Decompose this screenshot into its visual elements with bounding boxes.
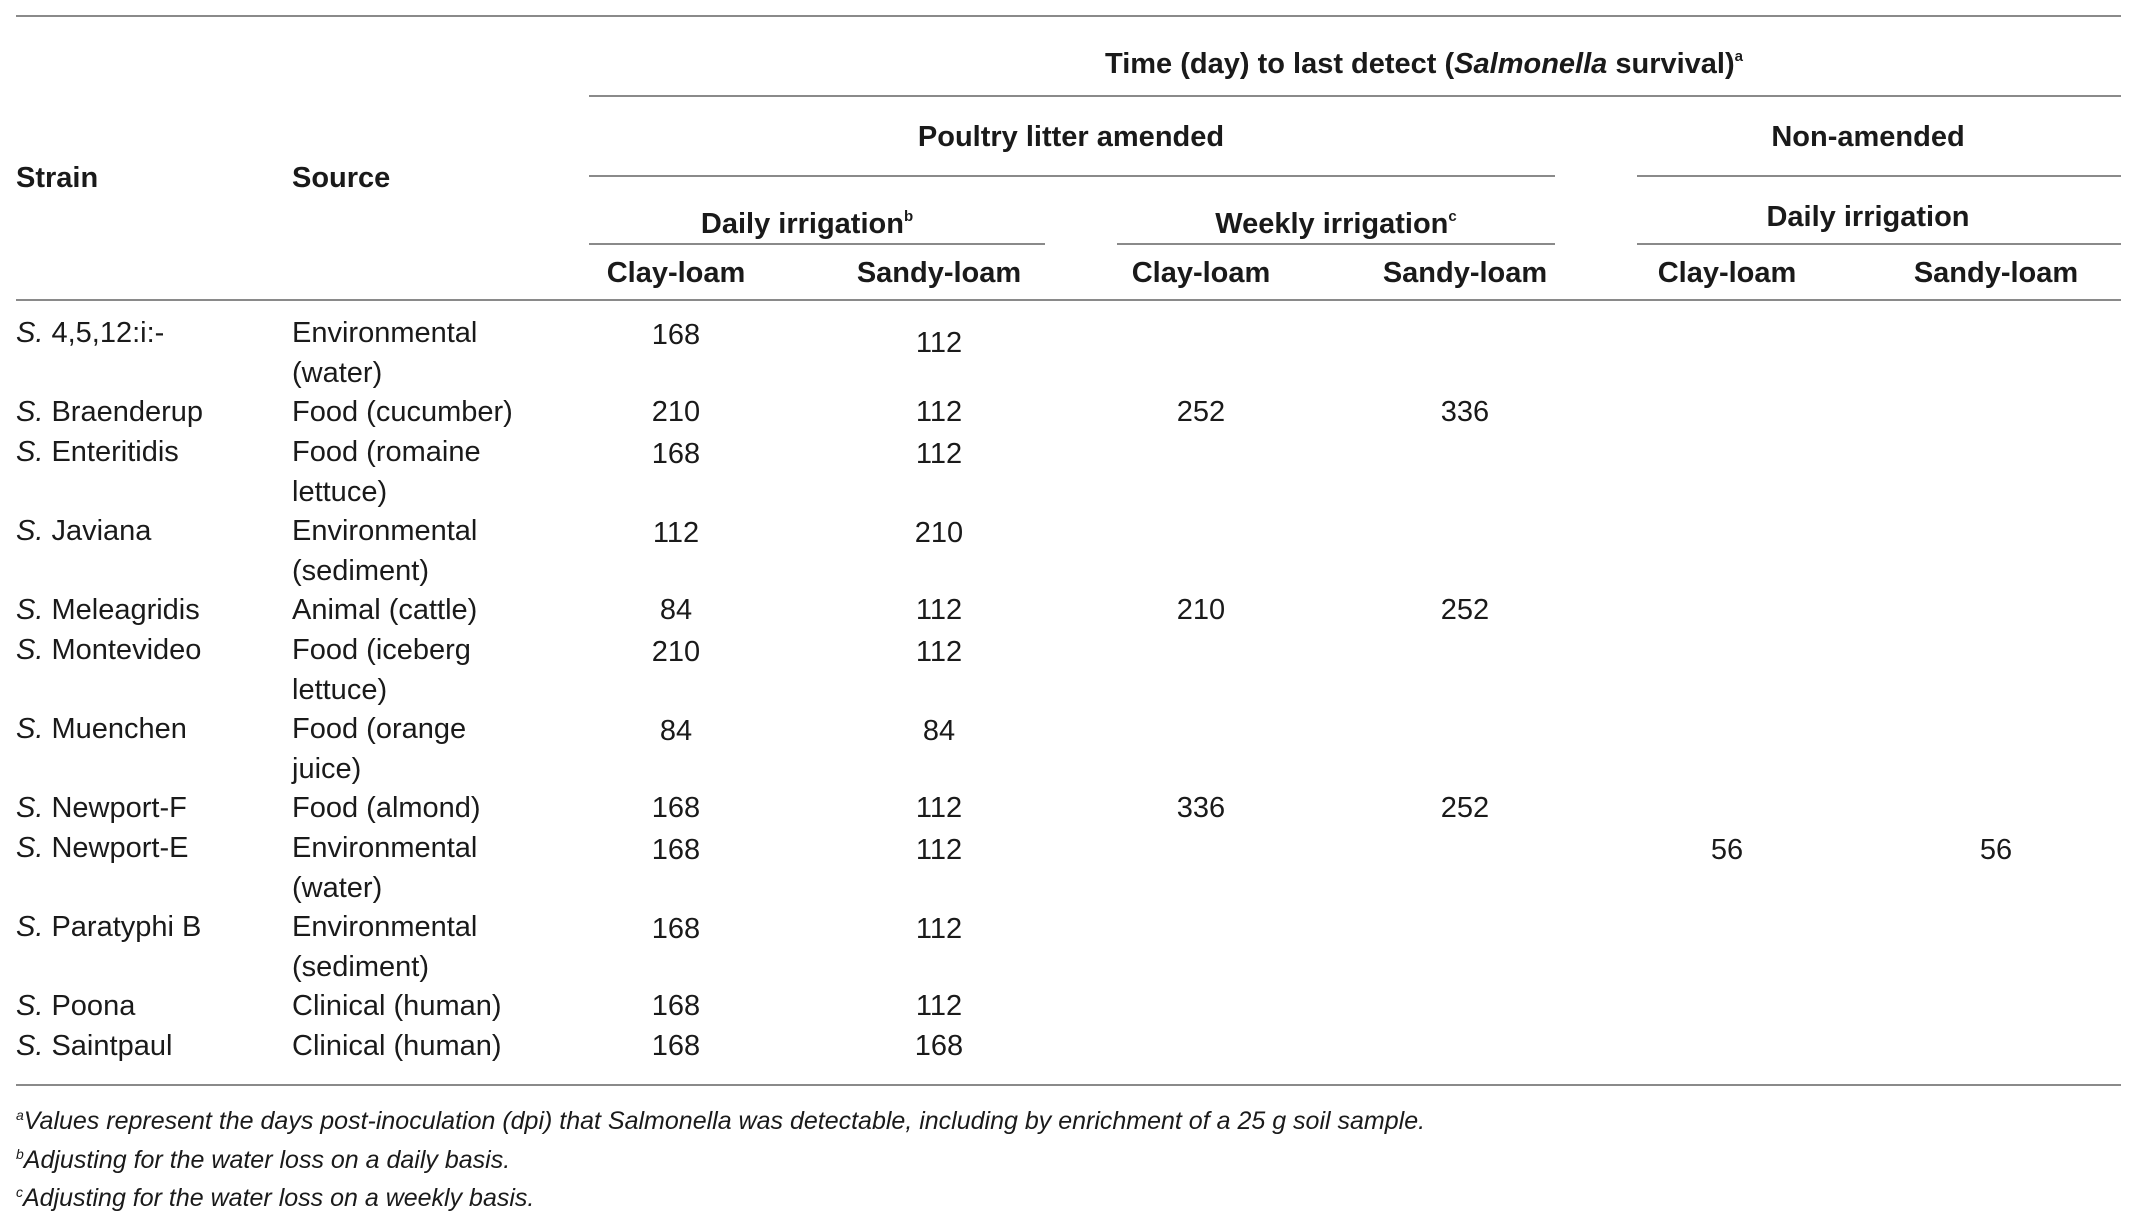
strain-cell (16, 392, 203, 432)
value-cell-c1: 168 (651, 834, 701, 866)
value-cell-c2: 112 (915, 990, 963, 1022)
amended-group-header: Poultry litter amended (917, 121, 1225, 153)
header-bottom-rule (16, 299, 2121, 301)
value-cell-c1: 210 (651, 396, 701, 428)
source-cell-line1: Food (romaine (292, 436, 481, 468)
strain-name: Muenchen (43, 713, 187, 745)
strain-genus-abbrev: S. (16, 1030, 44, 1062)
daily-irrigation-header (701, 197, 913, 244)
value-cell-c4: 252 (1440, 594, 1490, 626)
strain-genus-abbrev: S. (16, 832, 44, 864)
footnote-a-text: Values represent the days post-inoculation (dpi) that Salmonella was detectable, including by enrichment of a 25 g soil sample. (23, 1107, 1426, 1135)
weekly-irrigation-footnote-mark: c (1448, 208, 1457, 225)
strain-cell (16, 788, 187, 828)
strain-genus-abbrev: S. (16, 911, 44, 943)
strain-genus-abbrev: S. (16, 436, 44, 468)
footnote-c-text: Adjusting for the water loss on a weekly basis. (23, 1184, 535, 1212)
strain-name: Braenderup (43, 396, 204, 428)
strain-cell (16, 986, 135, 1026)
table-bottom-rule (16, 1084, 2121, 1086)
source-cell-line2: juice) (292, 753, 362, 785)
value-cell-c2: 112 (915, 834, 963, 866)
value-cell-c2: 168 (914, 1030, 964, 1062)
strain-genus-abbrev: S. (16, 792, 44, 824)
strain-name: Paratyphi B (43, 911, 202, 943)
source-cell-line2: (water) (292, 357, 383, 389)
source-cell-line2: (water) (292, 872, 383, 904)
super-header-footnote-mark: a (1734, 48, 1743, 65)
non-amended-group-rule (1637, 175, 2121, 177)
source-cell-line1: Environmental (292, 911, 478, 943)
strain-name: Newport-E (43, 832, 189, 864)
super-header-suffix: survival) (1607, 48, 1735, 80)
value-cell-c2: 112 (915, 792, 963, 824)
value-cell-c2: 84 (922, 715, 956, 747)
col-header-c4: Sandy-loam (1382, 257, 1548, 289)
value-cell-c3: 252 (1176, 396, 1226, 428)
non-amended-daily-header: Daily irrigation (1766, 201, 1970, 233)
source-cell-line1: Food (cucumber) (292, 396, 513, 428)
col-header-c1: Clay-loam (606, 257, 746, 289)
super-header-prefix: Time (day) to last detect ( (1105, 48, 1455, 80)
value-cell-c6: 56 (1979, 834, 2013, 866)
source-cell-line1: Clinical (human) (292, 990, 502, 1022)
strain-cell (16, 313, 164, 353)
value-cell-c1: 168 (651, 792, 701, 824)
value-cell-c4: 336 (1440, 396, 1490, 428)
super-header (1105, 37, 1743, 84)
footnote-b (16, 1137, 510, 1177)
value-cell-c3: 210 (1176, 594, 1226, 626)
value-cell-c1: 168 (651, 1030, 701, 1062)
value-cell-c3: 336 (1176, 792, 1226, 824)
strain-name: Saintpaul (43, 1030, 173, 1062)
footnote-a-mark: a (16, 1107, 24, 1123)
strain-genus-abbrev: S. (16, 634, 44, 666)
value-cell-c1: 168 (651, 319, 701, 351)
strain-name: Enteritidis (43, 436, 179, 468)
value-cell-c1: 84 (659, 715, 693, 747)
col-header-c6: Sandy-loam (1913, 257, 2079, 289)
col-header-c3: Clay-loam (1131, 257, 1271, 289)
value-cell-c2: 112 (915, 327, 963, 359)
strain-cell (16, 828, 188, 868)
value-cell-c2: 112 (915, 594, 963, 626)
strain-genus-abbrev: S. (16, 990, 44, 1022)
source-cell-line2: (sediment) (292, 555, 429, 587)
strain-cell (16, 1026, 172, 1066)
value-cell-c2: 112 (915, 636, 963, 668)
value-cell-c1: 168 (651, 438, 701, 470)
strain-genus-abbrev: S. (16, 713, 44, 745)
source-cell-line1: Food (iceberg (292, 634, 471, 666)
strain-cell (16, 630, 201, 670)
super-header-rule (589, 95, 2121, 97)
value-cell-c1: 84 (659, 594, 693, 626)
strain-genus-abbrev: S. (16, 317, 44, 349)
source-cell-line2: lettuce) (292, 476, 388, 508)
super-header-italic: Salmonella (1454, 48, 1608, 80)
footnote-a (16, 1098, 1425, 1138)
strain-cell (16, 907, 201, 947)
source-cell-line1: Environmental (292, 515, 478, 547)
source-cell-line1: Food (orange (292, 713, 467, 745)
value-cell-c1: 210 (651, 636, 701, 668)
value-cell-c2: 112 (915, 396, 963, 428)
daily-irrigation-label: Daily irrigation (700, 208, 904, 240)
strain-name: Poona (43, 990, 136, 1022)
value-cell-c4: 252 (1440, 792, 1490, 824)
strain-genus-abbrev: S. (16, 396, 44, 428)
value-cell-c1: 168 (651, 990, 701, 1022)
strain-name: Montevideo (43, 634, 202, 666)
strain-genus-abbrev: S. (16, 594, 44, 626)
value-cell-c5: 56 (1710, 834, 1744, 866)
strain-cell (16, 432, 179, 472)
strain-cell (16, 709, 187, 749)
non-amended-group-header: Non-amended (1771, 121, 1965, 153)
footnote-b-text: Adjusting for the water loss on a daily basis. (23, 1146, 511, 1174)
source-cell-line2: lettuce) (292, 674, 388, 706)
value-cell-c2: 210 (914, 517, 964, 549)
strain-name: 4,5,12:i:- (43, 317, 165, 349)
footnote-c-mark: c (16, 1184, 23, 1200)
weekly-irrigation-header (1215, 197, 1457, 244)
weekly-irrigation-label: Weekly irrigation (1215, 208, 1449, 240)
strain-cell (16, 511, 151, 551)
value-cell-c1: 168 (651, 913, 701, 945)
col-header-c2: Sandy-loam (856, 257, 1022, 289)
source-cell-line1: Environmental (292, 317, 478, 349)
strain-genus-abbrev: S. (16, 515, 44, 547)
source-cell-line1: Environmental (292, 832, 478, 864)
source-cell-line1: Food (almond) (292, 792, 481, 824)
non-amended-daily-rule (1637, 243, 2121, 245)
strain-name: Javiana (43, 515, 152, 547)
footnote-b-mark: b (16, 1146, 24, 1162)
source-cell-line1: Clinical (human) (292, 1030, 502, 1062)
value-cell-c2: 112 (915, 913, 963, 945)
amended-group-rule (589, 175, 1555, 177)
source-cell-line1: Animal (cattle) (292, 594, 478, 626)
source-column-header: Source (292, 162, 391, 194)
table-top-rule (16, 15, 2121, 17)
daily-irrigation-footnote-mark: b (903, 208, 914, 225)
strain-cell (16, 590, 200, 630)
source-cell-line2: (sediment) (292, 951, 429, 983)
value-cell-c2: 112 (915, 438, 963, 470)
value-cell-c1: 112 (652, 517, 700, 549)
strain-column-header: Strain (16, 162, 99, 194)
col-header-c5: Clay-loam (1657, 257, 1797, 289)
strain-name: Newport-F (43, 792, 187, 824)
footnote-c (16, 1175, 534, 1215)
strain-name: Meleagridis (43, 594, 200, 626)
